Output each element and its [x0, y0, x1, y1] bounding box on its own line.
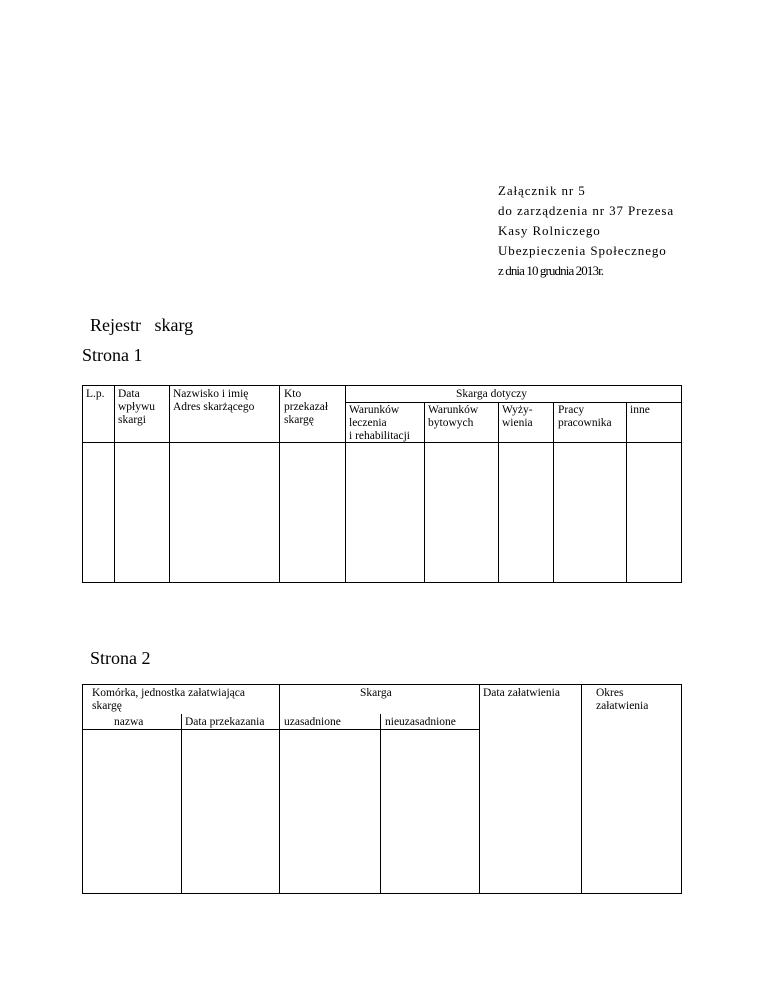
attachment-header [498, 181, 674, 281]
col-group-skarga: Skarga [360, 687, 392, 699]
table-2-divider [581, 684, 582, 894]
page-2-label: Strona 2 [90, 648, 151, 668]
table-1-divider [279, 385, 280, 583]
table-2-divider [479, 684, 480, 894]
col-data-przekazania: Data przekazania [185, 716, 265, 728]
col-nieuzasadnione: nieuzasadnione [385, 716, 456, 728]
col-wyzywienia: Wyży- wienia [502, 404, 533, 429]
col-uzasadnione: uzasadnione [284, 716, 341, 728]
header-line-4: Ubezpieczenia Społecznego [498, 243, 667, 258]
header-line-3: Kasy Rolniczego [498, 223, 601, 238]
header-line-2: do zarządzenia nr 37 Prezesa [498, 203, 675, 218]
table-2-divider [279, 684, 280, 894]
col-pracy-pracownika: Pracy pracownika [558, 404, 612, 429]
col-group-skarga-dotyczy: Skarga dotyczy [456, 388, 528, 400]
table-1-divider [498, 402, 499, 583]
table-2-header-rule [82, 729, 479, 730]
table-2-divider [181, 714, 182, 894]
col-okres-zalatwienia: Okres załatwienia [596, 687, 649, 712]
header-line-5: z dnia 10 grudnia 2013r. [498, 263, 604, 278]
col-warunkow-bytowych: Warunków bytowych [428, 404, 479, 429]
page-1-label: Strona 1 [82, 345, 143, 365]
table-1-group-rule [345, 402, 682, 403]
col-data-zalatwienia: Data załatwienia [483, 687, 560, 699]
col-data-wplywu: Data wpływu skargi [118, 388, 156, 426]
table-2-border [82, 684, 682, 894]
col-nazwa: nazwa [114, 716, 144, 728]
col-inne: inne [630, 404, 650, 416]
table-1-divider [553, 402, 554, 583]
col-kto-przekazal: Kto przekazał skargę [284, 388, 329, 426]
col-komorka: Komórka, jednostka załatwiająca skargę [92, 687, 245, 712]
table-1-divider [424, 402, 425, 583]
register-title: Rejestr skarg [90, 315, 194, 335]
table-1-divider [626, 402, 627, 583]
table-2-divider [380, 714, 381, 894]
header-line-1: Załącznik nr 5 [498, 183, 586, 198]
col-nazwisko-adres: Nazwisko i imię Adres skarżącego [173, 388, 255, 413]
table-1-divider [169, 385, 170, 583]
col-warunkow-leczenia: Warunków leczenia i rehabilitacji [349, 404, 410, 442]
table-1-divider [114, 385, 115, 583]
table-1-divider [345, 385, 346, 583]
col-lp: L.p. [86, 388, 105, 400]
